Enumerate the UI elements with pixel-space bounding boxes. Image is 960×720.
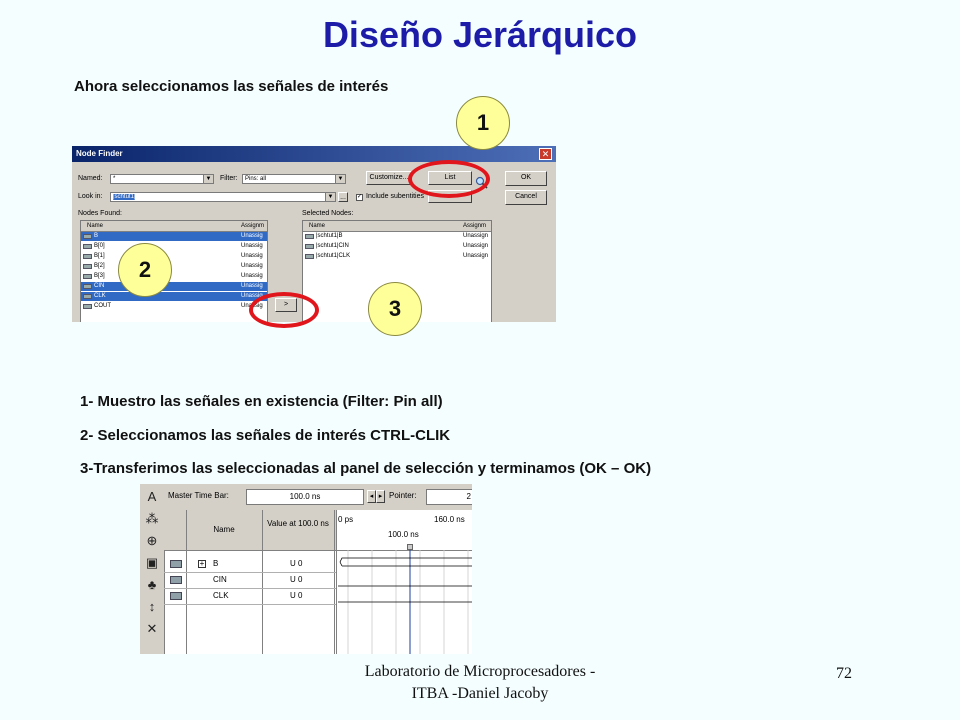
- selected-assignment: Unassign: [463, 243, 489, 249]
- found-row[interactable]: [81, 302, 267, 311]
- customize-button[interactable]: Customize...: [366, 171, 412, 185]
- waveform-tool-icon[interactable]: ↕: [148, 599, 156, 614]
- include-subentities-checkbox[interactable]: ✓: [357, 194, 363, 200]
- footer-line-1: Laboratorio de Microprocesadores -: [364, 663, 596, 680]
- node-finder-title: Node Finder: [76, 149, 123, 158]
- found-assignment: Unassig: [241, 283, 263, 289]
- ok-button[interactable]: OK: [505, 171, 547, 186]
- found-row[interactable]: [81, 242, 267, 251]
- master-time-field[interactable]: 100.0 ns: [246, 489, 364, 505]
- found-name: B[1]: [94, 253, 105, 259]
- found-name: B[3]: [94, 273, 105, 279]
- found-assignment: Unassig: [241, 233, 263, 239]
- waveform-traces[interactable]: [336, 550, 472, 654]
- signal-name[interactable]: CLK: [213, 591, 229, 600]
- found-assignment: Unassig: [241, 253, 263, 259]
- found-name: CLK: [94, 293, 106, 299]
- waveform-tool-icon[interactable]: ⁂: [145, 511, 159, 526]
- cancel-button[interactable]: Cancel: [505, 190, 547, 205]
- row-divider: [164, 604, 336, 605]
- callout-2: 2: [118, 243, 172, 297]
- pin-icon: [83, 294, 92, 299]
- pin-icon: [83, 264, 92, 269]
- found-row[interactable]: [81, 232, 267, 241]
- pin-icon: [305, 254, 314, 259]
- signal-value: U 0: [290, 575, 303, 584]
- callout-1: 1: [456, 96, 510, 150]
- step-1: 1- Muestro las señales en existencia (Filter: Pin all): [80, 393, 443, 410]
- pin-icon: [305, 234, 314, 239]
- selected-assignment: Unassign: [463, 233, 489, 239]
- col-value-header[interactable]: Value at 100.0 ns: [267, 519, 329, 528]
- named-label: Named:: [78, 175, 103, 182]
- found-row[interactable]: [81, 272, 267, 281]
- include-subentities-label: Include subentities: [366, 193, 424, 200]
- found-name: B[2]: [94, 263, 105, 269]
- row-divider: [164, 588, 336, 589]
- waveform-editor: [140, 484, 472, 654]
- found-assignment: Unassig: [241, 303, 263, 309]
- close-icon[interactable]: ✕: [539, 148, 552, 160]
- row-divider: [164, 572, 336, 573]
- time-start-label: 0 ps: [338, 515, 354, 524]
- col-name-header[interactable]: Name: [213, 525, 235, 534]
- selected-row[interactable]: [303, 252, 491, 261]
- pin-icon: [305, 244, 314, 249]
- selected-name: |schtut1|CIN: [316, 243, 349, 249]
- callout-3: 3: [368, 282, 422, 336]
- filter-combo[interactable]: [242, 174, 346, 184]
- col-assign-header[interactable]: Assignm: [463, 223, 487, 229]
- col-name-header[interactable]: Name: [87, 223, 104, 229]
- found-name: B[0]: [94, 243, 105, 249]
- footer-line-2: ITBA -Daniel Jacoby: [411, 685, 549, 702]
- waveform-tool-icon[interactable]: ⊕: [146, 533, 158, 548]
- waveform-tool-icon[interactable]: ▣: [145, 555, 159, 570]
- selected-name: |schtut1|CLK: [316, 253, 351, 259]
- signal-name[interactable]: CIN: [213, 575, 227, 584]
- waveform-tool-icon[interactable]: ♣: [147, 577, 157, 592]
- nodes-found-list[interactable]: [80, 220, 268, 322]
- master-time-label: Master Time Bar:: [168, 491, 229, 500]
- slide-title: Diseño Jerárquico: [322, 14, 638, 55]
- grid-line: [334, 510, 335, 654]
- pin-icon: [83, 244, 92, 249]
- named-combo[interactable]: [110, 174, 214, 184]
- filter-value: Pins: all: [245, 176, 267, 182]
- pin-icon: [170, 560, 182, 568]
- lookin-value: |schtut1|: [113, 194, 136, 200]
- grid-line: [186, 510, 187, 654]
- step-2: 2- Seleccionamos las señales de interés CTRL-CLIK: [80, 427, 451, 444]
- found-name: B: [94, 233, 99, 239]
- pin-icon: [170, 576, 182, 584]
- waveform-toolbar: [140, 484, 165, 654]
- prev-transition-button[interactable]: ◂: [367, 490, 376, 503]
- lookin-label: Look in:: [78, 193, 103, 200]
- list-button[interactable]: List: [428, 171, 472, 185]
- highlight-ring-list: [408, 160, 490, 198]
- pin-icon: [83, 234, 92, 239]
- step-3: 3-Transferimos las seleccionadas al panel de selección y terminamos (OK – OK): [80, 460, 652, 477]
- pin-icon: [83, 284, 92, 289]
- found-row[interactable]: [81, 292, 267, 301]
- chevron-down-icon[interactable]: ▼: [335, 175, 345, 183]
- grid-line: [262, 510, 263, 654]
- found-assignment: Unassig: [241, 243, 263, 249]
- selected-row[interactable]: [303, 242, 491, 251]
- selected-nodes-label: Selected Nodes:: [302, 210, 354, 217]
- browse-button[interactable]: ...: [338, 192, 348, 202]
- found-assignment: Unassig: [241, 263, 263, 269]
- chevron-down-icon[interactable]: ▼: [203, 175, 213, 183]
- found-name: CIN: [94, 283, 105, 289]
- slide-subtitle: Ahora seleccionamos las señales de interés: [74, 78, 389, 95]
- found-row[interactable]: [81, 282, 267, 291]
- waveform-tool-icon[interactable]: A: [147, 489, 157, 504]
- waveform-tool-icon[interactable]: ✕: [146, 621, 158, 636]
- time-cursor-label: 100.0 ns: [388, 530, 419, 539]
- transfer-right-button[interactable]: >: [275, 298, 297, 312]
- filter-label: Filter:: [220, 175, 238, 182]
- pointer-field[interactable]: 2: [426, 489, 472, 505]
- selected-nodes-header: [303, 221, 491, 232]
- found-name: COUT: [94, 303, 111, 309]
- found-row[interactable]: [81, 252, 267, 261]
- pin-icon: [83, 254, 92, 259]
- col-assign-header[interactable]: Assignm: [241, 223, 265, 229]
- signal-value: U 0: [290, 591, 303, 600]
- highlight-ring-transfer: [249, 292, 319, 328]
- expand-icon[interactable]: +: [199, 559, 205, 568]
- found-assignment: Unassig: [241, 293, 263, 299]
- named-value: *: [113, 176, 116, 182]
- selected-assignment: Unassign: [463, 253, 489, 259]
- signal-name[interactable]: B: [213, 559, 219, 568]
- nodes-found-label: Nodes Found:: [78, 210, 122, 217]
- found-row[interactable]: [81, 262, 267, 271]
- found-assignment: Unassig: [241, 273, 263, 279]
- nodes-found-header: [81, 221, 267, 232]
- time-mark-label: 160.0 ns: [434, 515, 465, 524]
- page-number: 72: [836, 665, 852, 682]
- selected-row[interactable]: [303, 232, 491, 241]
- chevron-down-icon[interactable]: ▼: [325, 193, 335, 201]
- pin-icon: [83, 304, 92, 309]
- selected-name: |schtut1|B: [316, 233, 343, 239]
- signal-value: U 0: [290, 559, 303, 568]
- lookin-combo[interactable]: [110, 192, 336, 202]
- pin-icon: [170, 592, 182, 600]
- footer: [300, 661, 660, 705]
- pointer-label: Pointer:: [389, 491, 417, 500]
- col-name-header[interactable]: Name: [309, 223, 326, 229]
- waveform-timebar: [164, 484, 472, 511]
- next-transition-button[interactable]: ▸: [376, 490, 385, 503]
- pin-icon: [83, 274, 92, 279]
